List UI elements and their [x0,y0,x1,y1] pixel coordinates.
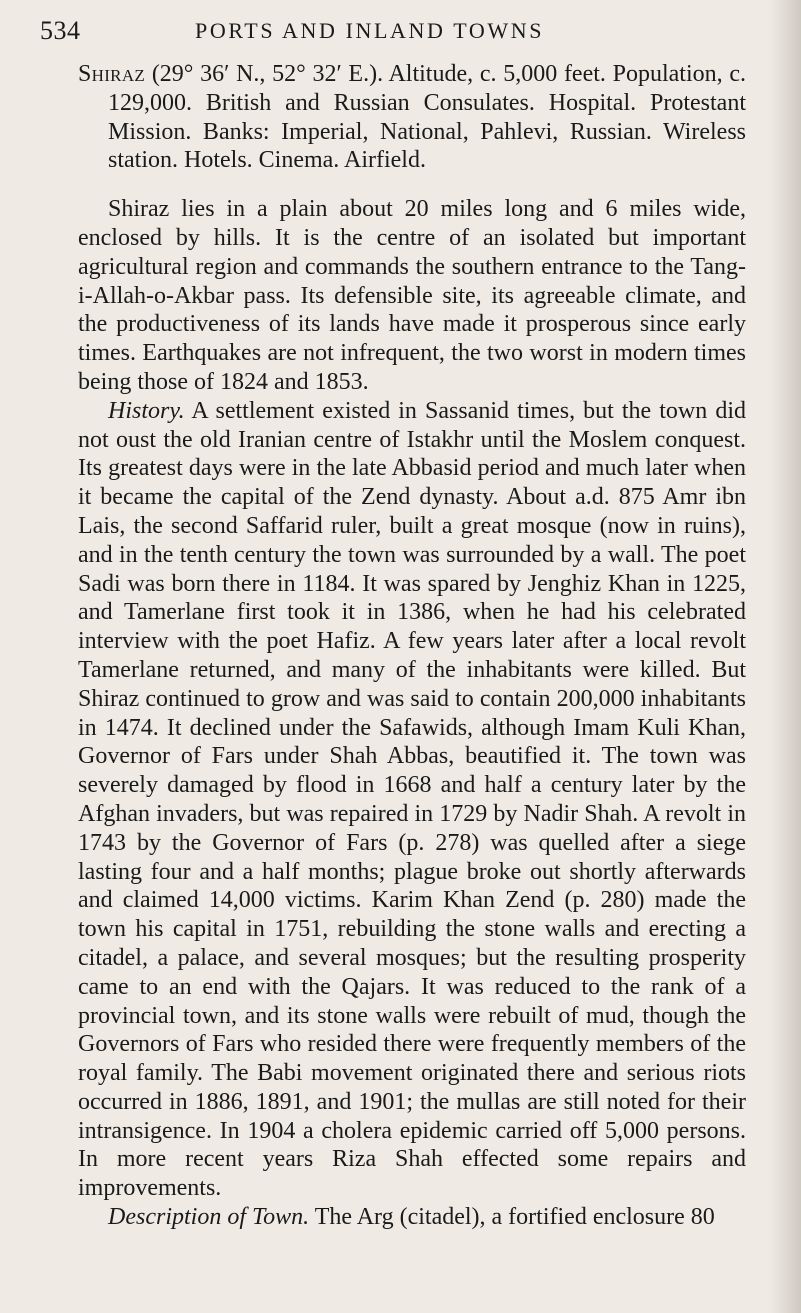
gazetteer-entry [78,60,746,175]
paragraph-history [78,397,746,1203]
page-number: 534 [40,16,81,45]
entry-details: (29° 36′ N., 52° 32′ E.). Altitude, c. 5,000 feet. Population, c. 129,000. British and Russian Consulates. Hospital. Protestant Mission. Banks: Imperial, National, Pahlevi, Russian. Wireless station. Hotels. Cinema. Airfield. [108,61,746,174]
entry-name: Shiraz [78,61,146,87]
running-head [40,16,740,50]
description-text: The Arg (citadel), a fortified enclosure 80 [309,1204,715,1231]
body-text [78,60,746,1232]
description-heading: Description of Town. [108,1204,310,1231]
history-text: A settlement existed in Sassanid times, but the town did not oust the old Iranian centre of Istakhr until the Moslem conquest. Its greatest days were in the late Abbasid period and much later when it became the capital of the Zend dynasty. About a.d. 875 Amr ibn Lais, the second Saffarid ruler, built a great mosque (now in ruins), and in the tenth century the town was surrounded by a wall. The poet Sadi was born there in 1184. It was spared by Jenghiz Khan in 1225, and Tamerlane first took it in 1386, when he had his celebrated interview with the poet Hafiz. A few years later after a local revolt Tamerlane returned, and many of the inhabitants were killed. But Shiraz continued to grow and was said to contain 200,000 inhabitants in 1474. It declined under the Safawids, although Imam Kuli Khan, Governor of Fars under Shah Abbas, beautified it. The town was severely damaged by flood in 1668 and half a century later by the Afghan invaders, but was repaired in 1729 by Nadir Shah. A revolt in 1743 by the Governor of Fars (p. 278) was quelled after a siege lasting four and a half months; plague broke out shortly afterwards and claimed 14,000 victims. Karim Khan Zend (p. 280) made the town his capital in 1751, rebuilding the stone walls and erecting a citadel, a palace, and several mosques; but the resulting prosperity came to an end with the Qajars. It was reduced to the rank of a provincial town, and its stone walls were rebuilt of mud, though the Governors of Fars who resided there were frequently members of the royal family. The Babi movement originated there and serious riots occurred in 1886, 1891, and 1901; the mullas are still noted for their intransigence. In 1904 a cholera epidemic carried off 5,000 persons. In more recent years Riza Shah effected some repairs and improvements. [78,397,746,1202]
paragraph-description [78,1203,746,1232]
paragraph-overview: Shiraz lies in a plain about 20 miles long and 6 miles wide, enclosed by hills. It is the centre of an isolated but important agricultural region and commands the southern entrance to the Tang-i-Allah-o-Akbar pass. Its defensible site, its agreeable climate, and the productiveness of its lands have made it prosperous since early times. Earthquakes are not infrequent, the two worst in modern times being those of 1824 and 1853. [78,196,746,395]
running-head-title: PORTS AND INLAND TOWNS [195,18,545,43]
history-heading: History. [108,397,185,424]
